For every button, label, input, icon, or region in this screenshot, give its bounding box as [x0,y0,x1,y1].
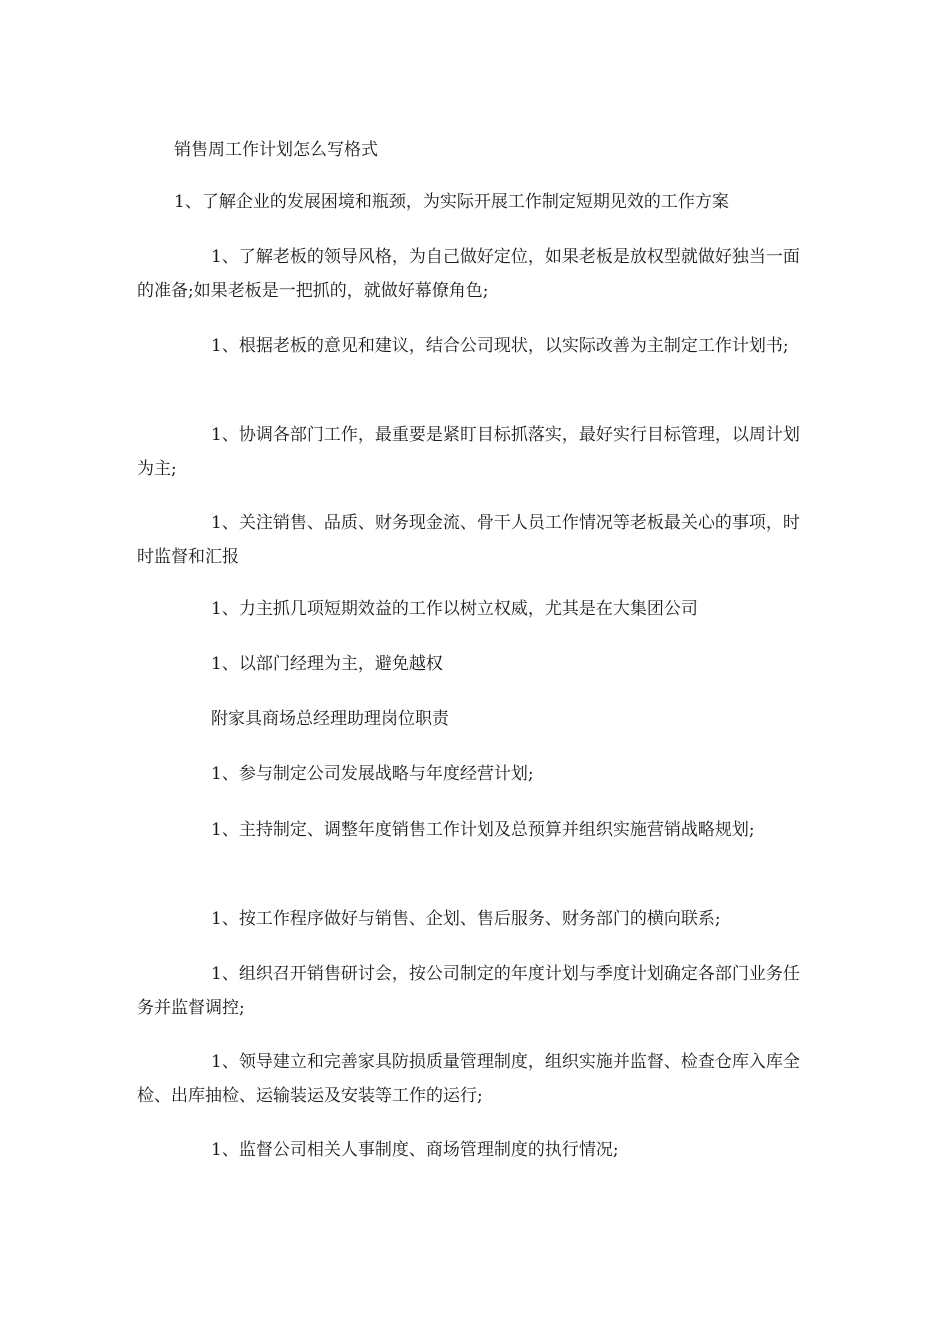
section-heading: 附家具商场总经理助理岗位职责 [211,709,449,729]
list-item: 1、监督公司相关人事制度、商场管理制度的执行情况; [211,1140,619,1160]
list-item: 1、了解老板的领导风格，为自己做好定位，如果老板是放权型就做好独当一面的准备;如果老板是一把抓的，就做好幕僚角色; [137,247,800,301]
list-item: 1、领导建立和完善家具防损质量管理制度，组织实施并监督、检查仓库入库全检、出库抽检、运输装运及安装等工作的运行; [137,1052,800,1106]
list-item: 1、力主抓几项短期效益的工作以树立权威，尤其是在大集团公司 [211,599,698,619]
list-item: 1、组织召开销售研讨会，按公司制定的年度计划与季度计划确定各部门业务任务并监督调控; [137,964,800,1018]
document-title: 销售周工作计划怎么写格式 [174,140,378,160]
section-heading: 1、了解企业的发展困境和瓶颈，为实际开展工作制定短期见效的工作方案 [174,192,729,212]
list-item: 1、以部门经理为主，避免越权 [211,654,443,674]
list-item: 1、根据老板的意见和建议，结合公司现状，以实际改善为主制定工作计划书; [211,336,789,356]
list-item: 1、协调各部门工作，最重要是紧盯目标抓落实，最好实行目标管理，以周计划为主; [137,425,800,479]
list-item: 1、关注销售、品质、财务现金流、骨干人员工作情况等老板最关心的事项，时时监督和汇报 [137,513,800,567]
list-item: 1、参与制定公司发展战略与年度经营计划; [211,764,534,784]
list-item: 1、按工作程序做好与销售、企划、售后服务、财务部门的横向联系; [211,909,721,929]
list-item: 1、主持制定、调整年度销售工作计划及总预算并组织实施营销战略规划; [211,820,755,840]
